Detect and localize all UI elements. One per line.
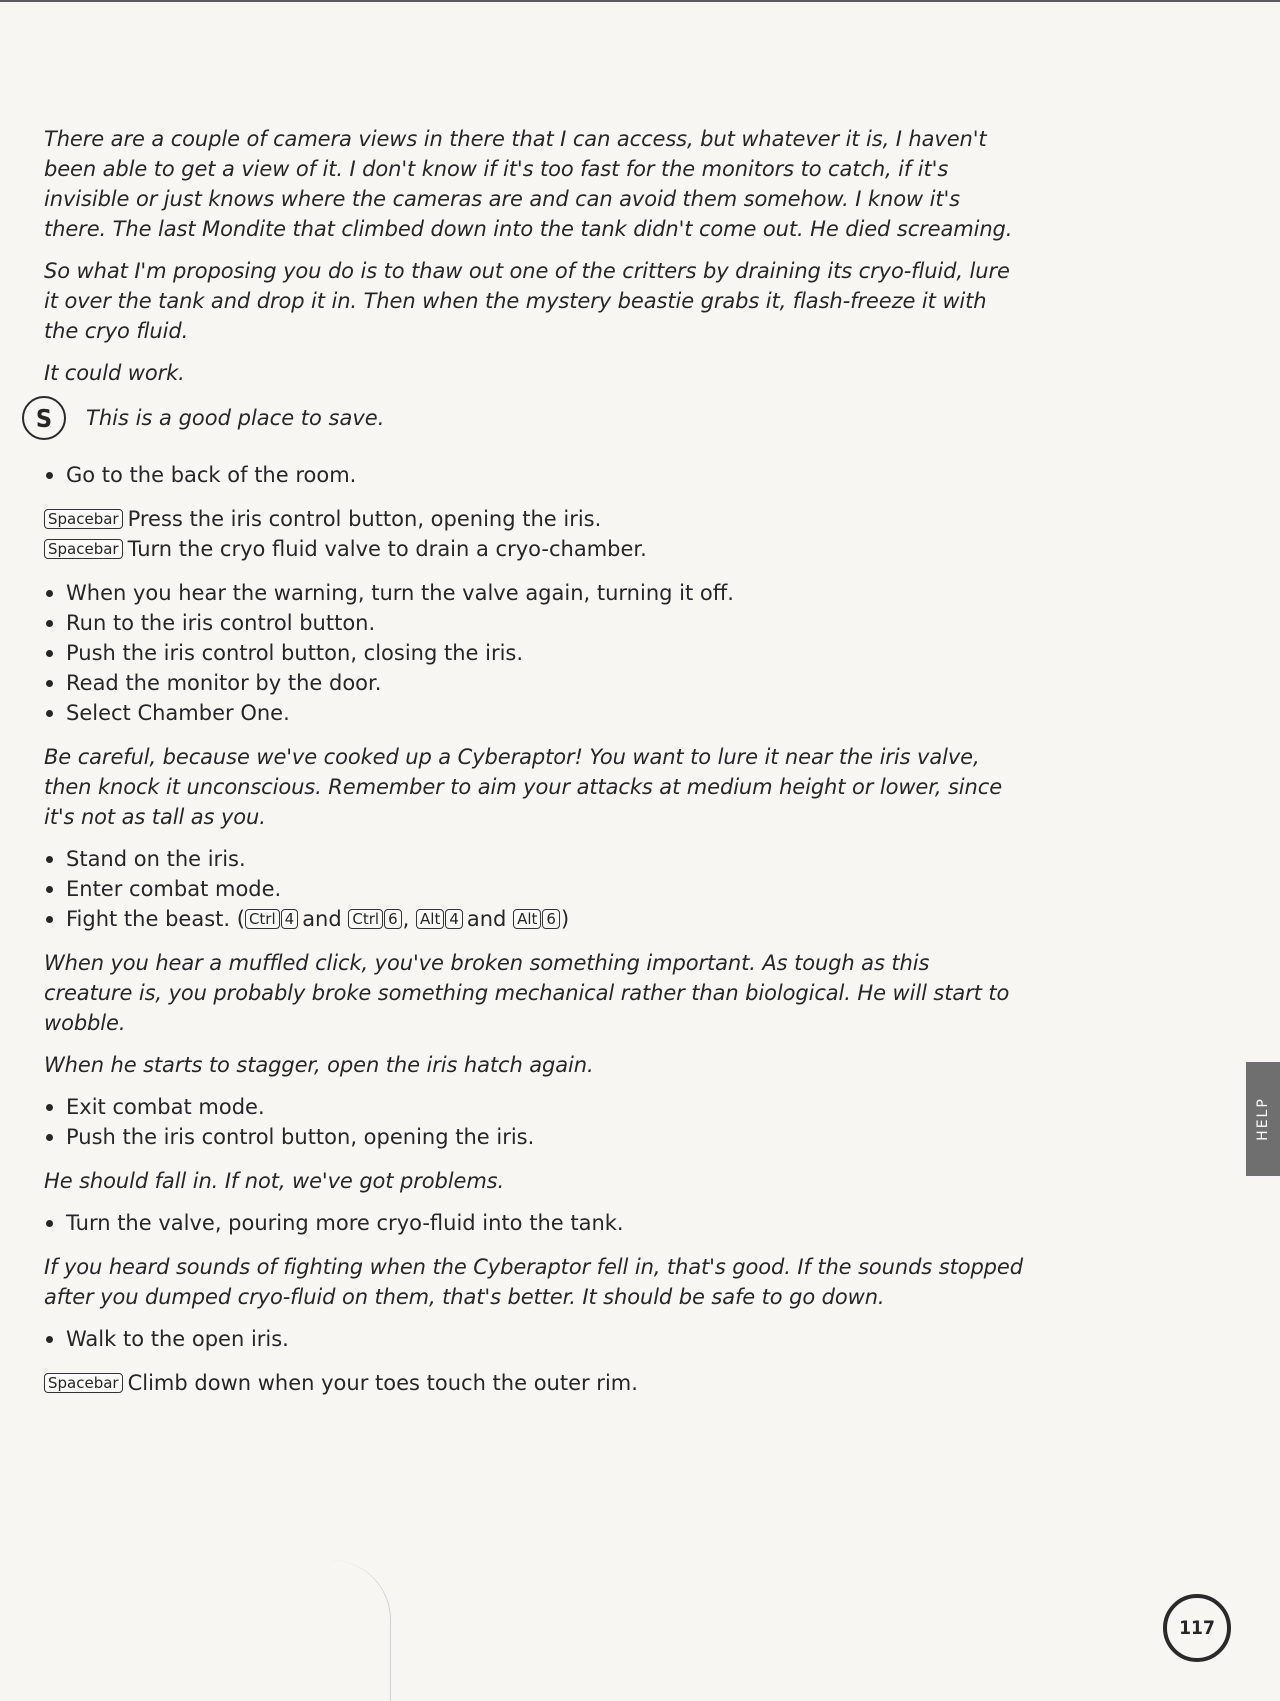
page-content (35, 124, 1024, 1398)
bullet-list-6 (44, 1324, 1024, 1354)
bullet-dot (46, 856, 53, 863)
alt-key-icon: Alt (416, 909, 444, 929)
paragraph-muffled-click: When you hear a muffled click, you've broken something important. As tough as this creature is, you probably broke something mechanical rather than biological. He will start to wobble. (44, 951, 1010, 1035)
help-tab-label: HELP (1255, 1097, 1271, 1141)
list-item: Enter combat mode. (44, 874, 1024, 904)
paragraph-fighting-sounds: If you heard sounds of fighting when the Cyberaptor fell in, that's good. If the sounds stopped after you dumped cryo-fluid on them, that's better. It should be safe to go down. (44, 1255, 1023, 1309)
bullet-dot (46, 710, 53, 717)
ctrl-key-icon: Ctrl (245, 909, 280, 929)
paragraph-camera-views: There are a couple of camera views in there that I can access, but whatever it is, I haven't been able to get a view of it. I don't know if it's too fast for the monitors to catch, if it's invisible or just knows where the cameras are and can avoid them somehow. I know it's there. The last Mondite that climbed down into the tank didn't come out. He died screaming. (44, 127, 1013, 241)
list-item: When you hear the warning, turn the valve again, turning it off. (44, 578, 1024, 608)
paragraph-stagger: When he starts to stagger, open the iris hatch again. (44, 1053, 594, 1077)
bullet-dot (46, 620, 53, 627)
bullet-list-3 (44, 844, 1024, 934)
four-key-icon: 4 (445, 909, 463, 929)
list-item: Select Chamber One. (44, 698, 1024, 728)
list-item: Stand on the iris. (44, 844, 1024, 874)
bullet-dot (46, 680, 53, 687)
help-section-tab (1246, 1062, 1280, 1176)
bullet-dot (46, 590, 53, 597)
spacebar-key-icon: Spacebar (44, 509, 123, 529)
bullet-dot (46, 1134, 53, 1141)
bullet-list-5 (44, 1208, 1024, 1238)
bullet-dot (46, 886, 53, 893)
bullet-list-1 (44, 460, 1024, 490)
list-item: Fight the beast. ( Ctrl 4 and Ctrl 6 , Alt 4 and Alt 6 ) (44, 904, 1024, 934)
bullet-list-2 (44, 578, 1024, 728)
list-item: Turn the valve, pouring more cryo-fluid into the tank. (44, 1208, 1024, 1238)
bullet-dot (46, 472, 53, 479)
bullet-dot (46, 1220, 53, 1227)
paragraph-proposal: So what I'm proposing you do is to thaw out one of the critters by draining its cryo-fluid, lure it over the tank and drop it in. Then when the mystery beastie grabs it, flash-freeze it with the cryo fluid. (44, 259, 1010, 343)
ctrl-key-icon: Ctrl (348, 909, 383, 929)
key-instruction: Spacebar Turn the cryo fluid valve to drain a cryo-chamber. (44, 534, 1024, 564)
list-item: Exit combat mode. (44, 1092, 1024, 1122)
six-key-icon: 6 (542, 909, 560, 929)
bullet-dot (46, 916, 53, 923)
bullet-dot (46, 650, 53, 657)
bullet-list-4 (44, 1092, 1024, 1152)
list-item: Go to the back of the room. (44, 460, 1024, 490)
paragraph-fall-in: He should fall in. If not, we've got problems. (44, 1169, 505, 1193)
key-instruction: Spacebar Climb down when your toes touch the outer rim. (44, 1368, 1024, 1398)
spacebar-key-icon: Spacebar (44, 539, 123, 559)
save-hint (22, 396, 1024, 440)
bullet-dot (46, 1104, 53, 1111)
list-item: Push the iris control button, closing the iris. (44, 638, 1024, 668)
spacebar-key-icon: Spacebar (44, 1373, 123, 1393)
four-key-icon: 4 (281, 909, 299, 929)
list-item: Read the monitor by the door. (44, 668, 1024, 698)
list-item: Walk to the open iris. (44, 1324, 1024, 1354)
page-gutter-curve (330, 1560, 391, 1701)
list-item: Push the iris control button, opening the iris. (44, 1122, 1024, 1152)
top-rule (0, 0, 1280, 2)
bullet-dot (46, 1336, 53, 1343)
alt-key-icon: Alt (513, 909, 541, 929)
save-hint-text: This is a good place to save. (86, 406, 385, 430)
list-item: Run to the iris control button. (44, 608, 1024, 638)
paragraph-cyberaptor: Be careful, because we've cooked up a Cyberaptor! You want to lure it near the iris valve, then knock it unconscious. Remember to aim your attacks at medium height or lower, since it's not as tall as you. (44, 745, 1003, 829)
six-key-icon: 6 (384, 909, 402, 929)
paragraph-could-work: It could work. (44, 361, 185, 385)
page-number: 117 (1163, 1594, 1231, 1662)
save-icon: S (22, 396, 66, 440)
key-instruction: Spacebar Press the iris control button, opening the iris. (44, 504, 1024, 534)
